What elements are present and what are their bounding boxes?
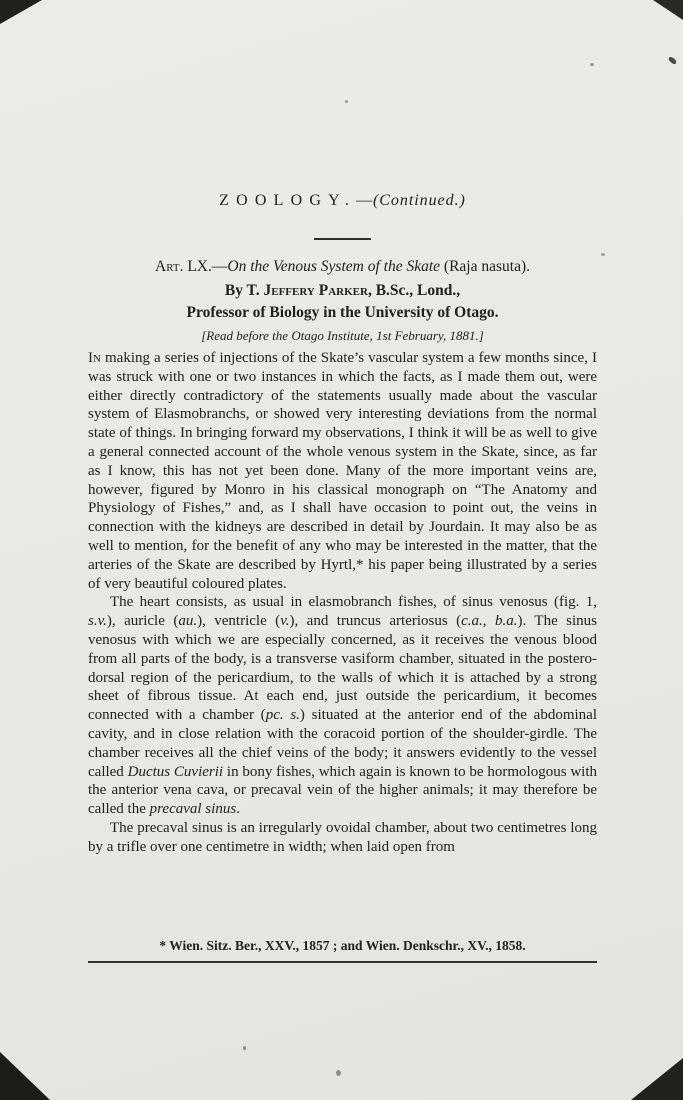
scan-speck <box>243 1046 246 1050</box>
text-segment: ), auricle ( <box>106 613 179 630</box>
article-byline <box>88 282 597 300</box>
text-segment: ). The sinus venosus with which we are especially concerned, as it receives the venous blood from all parts of the body, is a transverse vasiform chamber, situated in the postero-dorsal region of the pericardium, to the walls of which it is attached by a strong sheet of fibrous tissue. At each end, just outside the pericardium, it becomes connected with a chamber ( <box>88 613 598 724</box>
text-segment: . <box>236 801 240 818</box>
text-segment: The precaval sinus is an irregularly ovoidal chamber, about two centimetres long by a trifle over one centimetre in width; when laid open from <box>88 819 597 855</box>
read-before-note: [Read before the Otago Institute, 1st February, 1881.] <box>201 328 484 343</box>
text-segment: ) situated at the anterior end of the abdominal cavity, and in close relation with the coracoid portion of the shoulder-girdle. The chamber receives all the chief veins of the body; it answers evidently to the vessel called <box>88 707 597 780</box>
article-body <box>88 349 597 857</box>
text-segment: By T. <box>224 282 264 299</box>
text-segment: In <box>88 350 101 366</box>
text-segment: — <box>356 192 373 209</box>
text-segment: (Raja nasuta). <box>440 258 530 275</box>
text-segment: pc. s. <box>265 707 300 724</box>
text-segment: On the Venous System of the Skate <box>227 258 441 275</box>
text-segment: precaval sinus <box>149 801 237 818</box>
text-segment: making a series of injections of the Skate’s vascular system a few months since, I was struck with one or two instances in which the facts, as I made them out, were either directly contradictory of the statements usually made about the vascular system of Elasmobranchs, or showed very interesting deviations from the normal state of things. In bringing forward my observations, I think it will be as well to give a general connected account of the whole venous system in the Skate, since, as far as I know, this has not yet been done. Many of the more important veins are, however, figured by Monro in his classical monograph on “The Anatomy and Physiology of Fishes,” and, as I shall have occasion to point out, the veins in connection with the kidneys are described in detail by Jourdain. It may also be as well to mention, for the benefit of any who may be interested in the matter, that the arteries of the Skate are described by Hyrtl,* his paper being illustrated by a series of very beautiful coloured plates. <box>88 350 597 592</box>
scan-speck <box>590 63 594 66</box>
scan-speck <box>667 56 677 66</box>
footnote: * Wien. Sitz. Ber., XXV., 1857 ; and Wien. Denkschr., XV., 1858. <box>88 938 597 963</box>
scan-speck <box>345 100 348 103</box>
text-segment: in bony fishes, which again is known to be hormologous with the anterior vena cava, or precaval vein of the higher animals; it may therefore be called the <box>88 763 598 818</box>
scan-artifact-corner-top-right <box>653 0 683 20</box>
paragraph <box>88 593 597 819</box>
scan-artifact-corner-bottom-right <box>631 1058 683 1100</box>
text-segment: s.v. <box>88 613 107 630</box>
text-segment: (Continued.) <box>372 192 466 209</box>
scan-artifact-corner-bottom-left <box>0 1052 50 1100</box>
text-segment: , B.Sc., Lond., <box>367 282 461 299</box>
text-segment: ), ventricle ( <box>197 613 281 630</box>
text-segment: Art. LX.— <box>155 258 228 275</box>
scan-speck <box>336 1070 341 1076</box>
section-header <box>88 192 597 210</box>
paragraph <box>88 349 597 593</box>
text-segment: v. <box>280 613 290 630</box>
text-segment: Ductus Cuvierii <box>127 763 224 780</box>
section-divider-rule <box>314 238 371 240</box>
author-affiliation: Professor of Biology in the University of Otago. <box>186 304 499 321</box>
text-segment: ), and truncus arteriosus ( <box>289 613 462 630</box>
scan-speck <box>601 253 605 256</box>
text-segment: c.a., b.a. <box>461 613 518 630</box>
article-title <box>88 258 597 276</box>
scan-artifact-corner-top-left <box>0 0 42 24</box>
text-segment: The heart consists, as usual in elasmobranch fishes, of sinus venosus (fig. 1, <box>110 594 597 611</box>
text-segment: au. <box>178 613 198 630</box>
text-segment: ZOOLOGY. <box>219 192 357 209</box>
paragraph <box>88 819 597 857</box>
text-segment: Jeffery Parker <box>263 282 368 299</box>
